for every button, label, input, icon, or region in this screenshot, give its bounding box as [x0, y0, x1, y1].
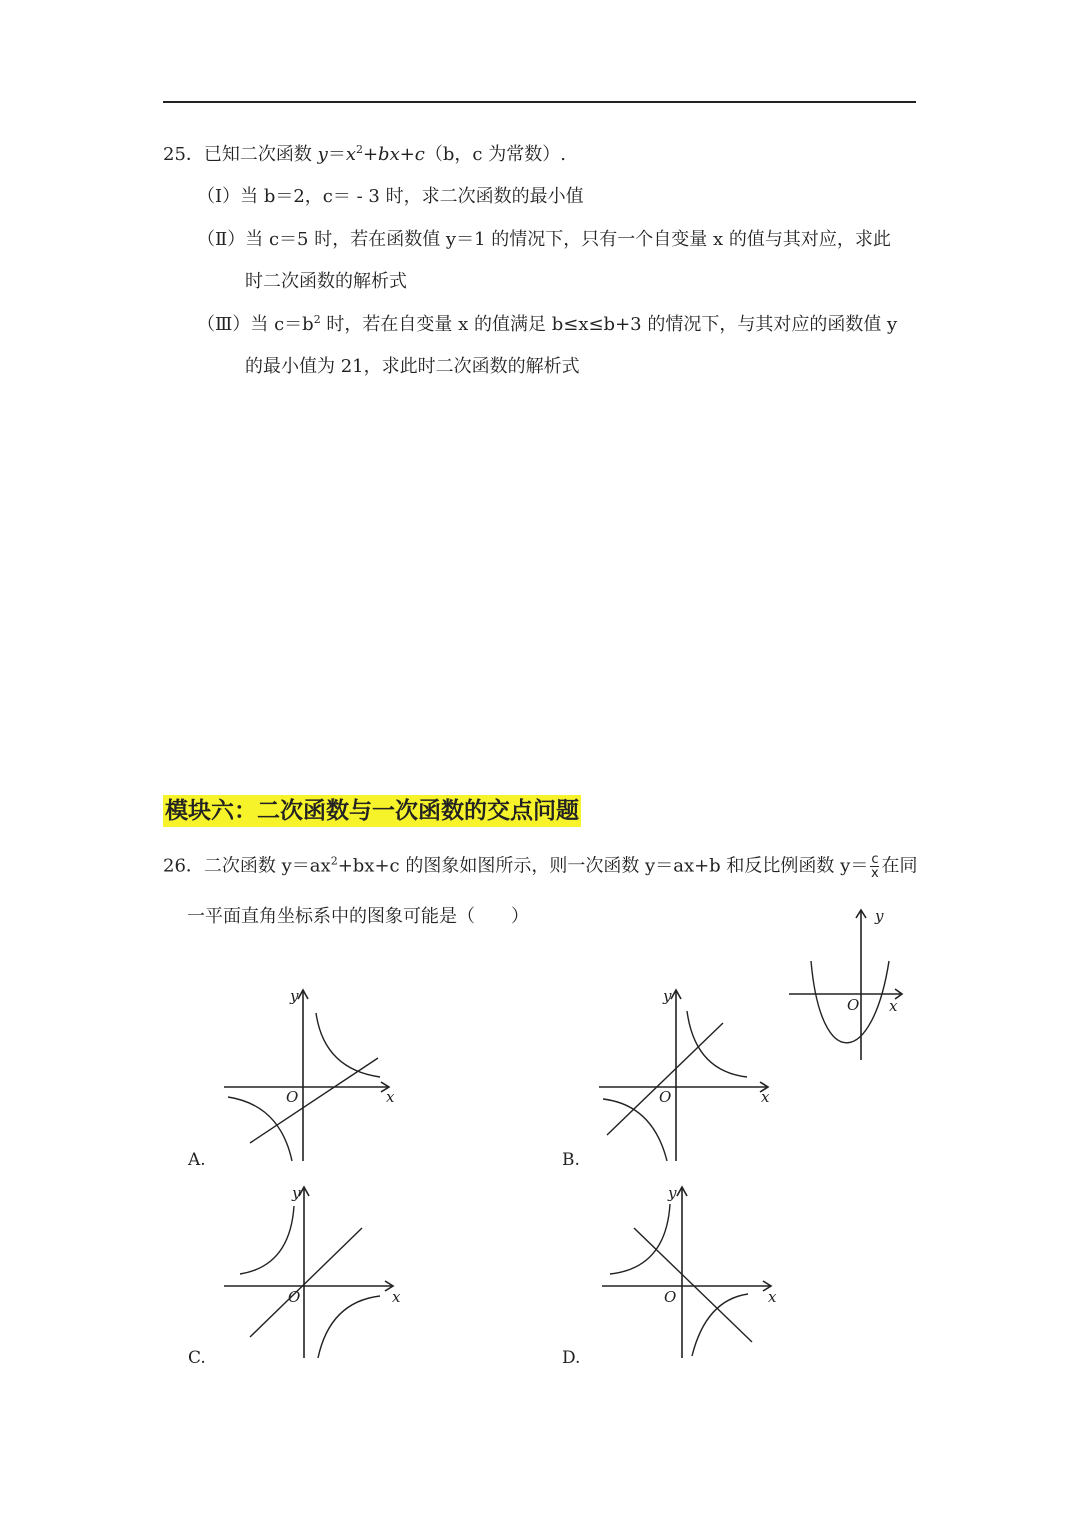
y-label: y: [663, 987, 672, 1005]
x-label: x: [889, 997, 898, 1015]
q25-part3-exp: 2: [313, 313, 321, 326]
line-graph: [607, 1023, 723, 1135]
q26-number: 26．: [163, 855, 204, 877]
y-label: y: [668, 1184, 677, 1202]
q26-line2-a: 一平面直角坐标系中的图象可能是（: [187, 906, 475, 927]
q25-part3-line1: [197, 313, 897, 337]
q25-part3-a: （Ⅲ）当 c＝b: [197, 314, 314, 335]
q25-stem-suffix: （b，c 为常数）.: [424, 144, 566, 165]
q25-stem: [163, 143, 566, 167]
q26-exp: 2: [330, 854, 338, 868]
x-label: x: [768, 1288, 777, 1306]
hyperbola-branch-1: [610, 1204, 670, 1274]
q25-formula-y: y: [317, 144, 328, 165]
q25-formula-exp: 2: [355, 143, 363, 156]
option-d-graph: [598, 1182, 783, 1362]
q26-line1-a: 二次函数 y＝ax: [203, 855, 331, 877]
q26-line1-b: +bx+c 的图象如图所示，则一次函数 y＝ax+b 和反比例函数 y＝: [337, 855, 869, 877]
x-label: x: [392, 1288, 401, 1306]
q25-part2-line1: （Ⅱ）当 c＝5 时，若在函数值 y＝1 的情况下，只有一个自变量 x 的值与其对应，求此: [197, 229, 891, 250]
y-label: y: [290, 987, 299, 1005]
q26-line1: [163, 853, 917, 880]
line-graph: [250, 1228, 362, 1337]
x-label: x: [386, 1088, 395, 1106]
option-b-label[interactable]: B.: [562, 1150, 580, 1170]
option-c-label[interactable]: C.: [188, 1348, 206, 1368]
q26-line1-c: 在同: [881, 855, 918, 877]
header-rule: [163, 101, 916, 103]
q25-formula-eq: ＝: [327, 144, 346, 165]
origin-label: O: [288, 1288, 301, 1306]
origin-label: O: [286, 1088, 299, 1106]
q26-line2: [187, 905, 529, 929]
x-label: x: [761, 1088, 770, 1106]
y-label: y: [875, 907, 884, 925]
option-a-label[interactable]: A.: [188, 1150, 206, 1170]
hyperbola-branch-2: [228, 1097, 292, 1161]
origin-label: O: [664, 1288, 677, 1306]
origin-label: O: [659, 1088, 672, 1106]
hyperbola-branch-2: [318, 1296, 380, 1358]
origin-label: O: [847, 996, 860, 1014]
q25-formula-rest: +bx+c: [362, 144, 425, 165]
hyperbola-branch-1: [316, 1013, 380, 1077]
section-title: 模块六：二次函数与一次函数的交点问题: [163, 795, 581, 827]
line-graph: [250, 1058, 378, 1143]
q25-part3-line2: 的最小值为 21，求此时二次函数的解析式: [245, 356, 580, 377]
q26-frac-den: x: [871, 866, 879, 881]
option-b-graph: [595, 985, 780, 1165]
q26-line2-b: ）: [511, 906, 529, 927]
q26-fraction: [870, 853, 879, 880]
hyperbola-branch-2: [692, 1294, 748, 1356]
hyperbola-branch-1: [240, 1206, 294, 1274]
q25-formula-x: x: [345, 144, 356, 165]
q25-stem-prefix: 已知二次函数: [203, 144, 312, 165]
line-graph: [634, 1228, 752, 1342]
option-a-graph: [220, 985, 400, 1165]
q26-frac-num: c: [871, 852, 879, 867]
option-c-graph: [220, 1182, 405, 1362]
q25-part3-b: 时，若在自变量 x 的值满足 b≤x≤b+3 的情况下，与其对应的函数值 y: [320, 314, 898, 335]
q25-number: 25．: [163, 144, 204, 165]
given-parabola-figure: [785, 905, 910, 1065]
q25-part1: （Ⅰ）当 b＝2，c＝ - 3 时，求二次函数的最小值: [197, 186, 584, 207]
option-d-label[interactable]: D.: [562, 1348, 581, 1368]
y-label: y: [292, 1184, 301, 1202]
hyperbola-branch-1: [687, 1011, 747, 1077]
q25-part2-line2: 时二次函数的解析式: [245, 271, 407, 292]
